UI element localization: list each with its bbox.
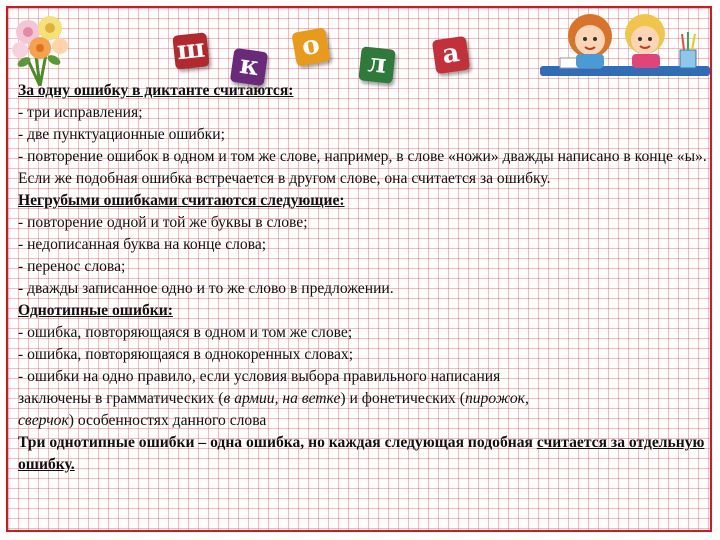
- list-item: - дважды записанное одно и то же слово в предложении.: [18, 280, 394, 297]
- section-heading-errors: За одну ошибку в диктанте считаются:: [18, 82, 294, 99]
- letter-block-5: а: [432, 36, 470, 74]
- letter-block-2: к: [230, 48, 268, 86]
- example-text: сверчок: [18, 412, 69, 429]
- list-item: - две пунктуационные ошибки;: [18, 126, 225, 143]
- letter-block-4: л: [358, 46, 395, 83]
- school-children-illustration: [540, 4, 710, 90]
- section-heading-same-type-errors: Однотипные ошибки:: [18, 302, 173, 319]
- example-text: в армии, на ветке: [223, 390, 341, 407]
- letter-block-3: о: [291, 27, 330, 66]
- list-item: - повторение ошибок в одном и том же слове, например, в слове «ножи» дважды написано в конце «ы». Если же подобная ошибка встречается в другом слове, она считается за ошибку.: [18, 148, 707, 187]
- flower-bouquet-icon: [10, 10, 70, 86]
- text-part: заключены в грамматических (: [18, 390, 224, 407]
- conclusion-part: Три однотипные ошибки – одна ошибка, но каждая следующая подобная: [18, 434, 537, 451]
- conclusion-text: [18, 432, 708, 476]
- list-item: - ошибка, повторяющаяся в одном и том же слове;: [18, 324, 353, 341]
- list-item: - недописанная буква на конце слова;: [18, 236, 267, 253]
- list-item-continuation: [18, 388, 708, 410]
- section-heading-minor-errors: Негрубыми ошибками считаются следующие:: [18, 192, 345, 209]
- text-part: ) и фонетических (: [340, 390, 465, 407]
- example-text: пирожок,: [464, 390, 529, 407]
- list-item: - перенос слова;: [18, 258, 126, 275]
- list-item: - три исправления;: [18, 104, 143, 121]
- conclusion-part-underlined: считается за отдельную ошибку.: [18, 434, 705, 473]
- list-item: - повторение одной и той же буквы в слове;: [18, 214, 308, 231]
- text-part: ) особенностях данного слова: [68, 412, 267, 429]
- list-item: - ошибка, повторяющаяся в однокоренных словах;: [18, 346, 354, 363]
- list-item: - ошибки на одно правило, если условия выбора правильного написания: [18, 368, 501, 385]
- rules-text: [18, 80, 708, 476]
- letter-block-1: ш: [172, 32, 209, 69]
- list-item-continuation: [18, 410, 708, 432]
